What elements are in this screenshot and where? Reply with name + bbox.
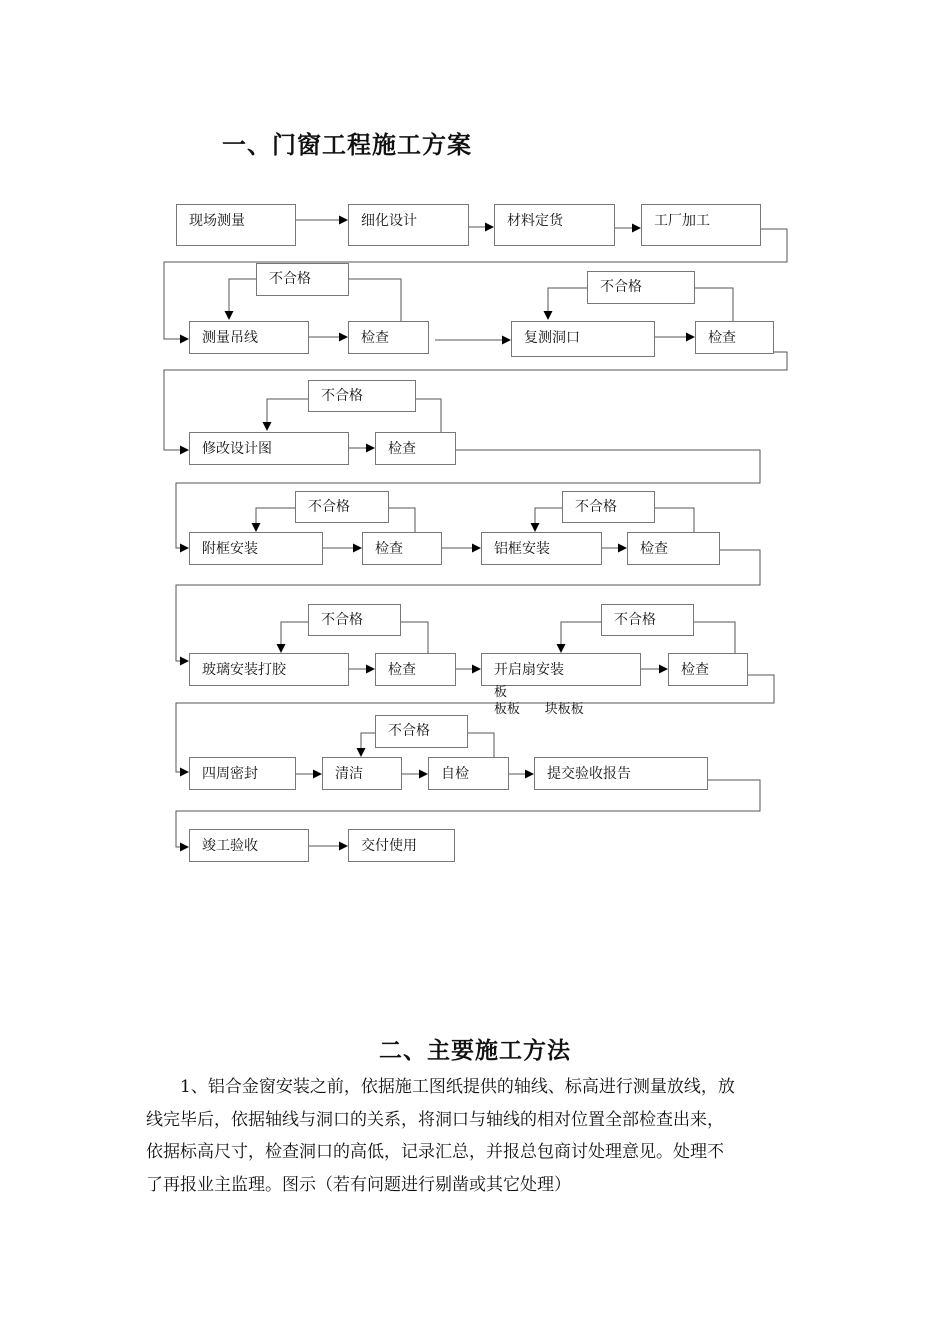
flow-step-inspect: 检查 (668, 653, 748, 686)
flow-step-inspect: 检查 (627, 532, 720, 565)
flow-step-plumb-measure: 测量吊线 (189, 321, 309, 354)
flow-step-perimeter-seal: 四周密封 (189, 757, 296, 790)
flow-step-completion-acceptance: 竣工验收 (189, 829, 309, 862)
paragraph-line: 1、铝合金窗安装之前，依据施工图纸提供的轴线、标高进行测量放线，放 (180, 1077, 735, 1097)
flow-fail-label: 不合格 (587, 271, 695, 304)
paragraph-line: 依据标高尺寸，检查洞口的高低，记录汇总，并报总包商讨处理意见。处理不 (146, 1142, 724, 1162)
flow-fail-label: 不合格 (562, 491, 655, 523)
flow-step-glass-install-glue: 玻璃安装打胶 (189, 653, 349, 686)
flow-step-handover: 交付使用 (348, 829, 455, 862)
flow-step-site-survey: 现场测量 (176, 204, 296, 246)
flow-step-sash-install: 开启扇安装 (481, 653, 641, 686)
flow-fail-label: 不合格 (601, 604, 694, 636)
flow-step-revise-drawing: 修改设计图 (189, 432, 349, 465)
flow-step-cleaning: 清洁 (322, 757, 402, 790)
flow-fail-label: 不合格 (308, 604, 401, 636)
flow-fail-label: 不合格 (295, 491, 389, 523)
flow-note-line: 板 (494, 685, 508, 700)
flow-step-inspect: 检查 (348, 321, 429, 354)
flow-step-submit-report: 提交验收报告 (534, 757, 708, 790)
flow-step-inspect: 检查 (375, 653, 456, 686)
flow-step-inspect: 检查 (362, 532, 442, 565)
flow-step-inspect: 检查 (695, 321, 774, 354)
flow-step-factory-processing: 工厂加工 (641, 204, 761, 246)
flow-fail-label: 不合格 (308, 380, 416, 412)
paragraph-line: 线完毕后，依据轴线与洞口的关系，将洞口与轴线的相对位置全部检查出来， (146, 1109, 724, 1130)
paragraph-line: 了再报业主监理。图示（若有问题进行剔凿或其它处理） (146, 1174, 571, 1195)
flow-step-material-order: 材料定货 (494, 204, 615, 246)
flow-step-aluminum-frame-install: 铝框安装 (481, 532, 602, 565)
flow-step-self-inspect: 自检 (428, 757, 509, 790)
flow-step-subframe-install: 附框安装 (189, 532, 323, 565)
section-heading: 二、主要施工方法 (379, 1037, 571, 1064)
flow-fail-label: 不合格 (375, 715, 468, 748)
flow-fail-label: 不合格 (256, 263, 349, 296)
page-title: 一、门窗工程施工方案 (222, 130, 472, 159)
body-paragraph (146, 1071, 810, 1201)
flow-note-line: 板板 块板板 (494, 702, 584, 717)
flow-step-inspect: 检查 (375, 432, 456, 465)
flow-step-detail-design: 细化设计 (348, 204, 469, 246)
flow-step-recheck-opening: 复测洞口 (511, 321, 655, 357)
